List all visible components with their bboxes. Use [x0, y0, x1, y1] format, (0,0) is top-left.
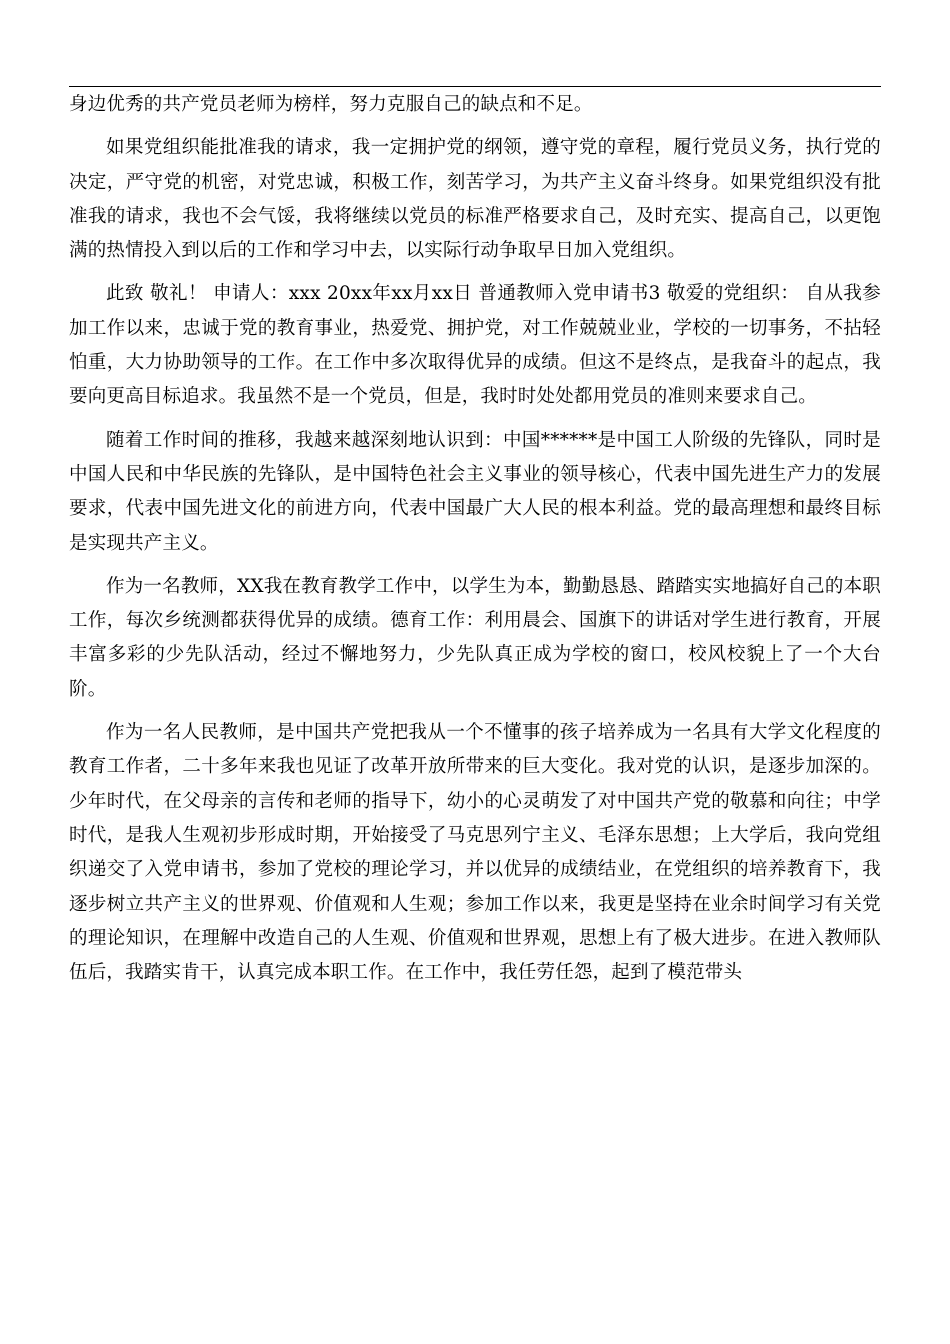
paragraph-3: 此致 敬礼！ 申请人：xxx 20xx年xx月xx日 普通教师入党申请书3 敬爱的党组织： 自从我参加工作以来，忠诚于党的教育事业，热爱党、拥护党，对工作兢兢业业，学校的一切事务，不拈轻怕重，大力协助领导的工作。在工作中多次取得优异的成绩。但这不是终点，是我奋斗的起点，我要向更高目标追求。我虽然不是一个党员，但是，我时时处处都用党员的准则来要求自己。 — [69, 283, 881, 408]
paragraph-6: 作为一名人民教师，是中国共产党把我从一个不懂事的孩子培养成为一名具有大学文化程度的教育工作者，二十多年来我也见证了改革开放所带来的巨大变化。我对党的认识，是逐步加深的。少年时代，在父母亲的言传和老师的指导下，幼小的心灵萌发了对中国共产党的敬慕和向往；中学时代，是我人生观初步形成时期，开始接受了马克思列宁主义、毛泽东思想；上大学后，我向党组织递交了入党申请书，参加了党校的理论学习，并以优异的成绩结业，在党组织的培养教育下，我逐步树立共产主义的世界观、价值观和人生观；参加工作以来，我更是坚持在业余时间学习有关党的理论知识，在理解中改造自己的人生观、价值观和世界观，思想上有了极大进步。在进入教师队伍后，我踏实肯干，认真完成本职工作。在工作中，我任劳任怨，起到了模范带头 — [69, 722, 881, 984]
paragraph-5: 作为一名教师，XX我在教育教学工作中，以学生为本，勤勤恳恳、踏踏实实地搞好自己的本职工作，每次乡统测都获得优异的成绩。德育工作：利用晨会、国旗下的讲话对学生进行教育，开展丰富多彩的少先队活动，经过不懈地努力，少先队真正成为学校的窗口，校风校貌上了一个大台阶。 — [69, 575, 881, 700]
header-rule — [69, 86, 881, 87]
paragraph-4: 随着工作时间的推移，我越来越深刻地认识到：中国******是中国工人阶级的先锋队，同时是中国人民和中华民族的先锋队，是中国特色社会主义事业的领导核心，代表中国先进生产力的发展要求，代表中国先进文化的前进方向，代表中国最广大人民的根本利益。党的最高理想和最终目标是实现共产主义。 — [69, 429, 881, 554]
paragraph-2: 如果党组织能批准我的请求，我一定拥护党的纲领，遵守党的章程，履行党员义务，执行党的决定，严守党的机密，对党忠诚，积极工作，刻苦学习，为共产主义奋斗终身。如果党组织没有批准我的请求，我也不会气馁，我将继续以党员的标准严格要求自己，及时充实、提高自己，以更饱满的热情投入到以后的工作和学习中去，以实际行动争取早日加入党组织。 — [69, 137, 881, 262]
paragraph-1: 身边优秀的共产党员老师为榜样，努力克服自己的缺点和不足。 — [69, 94, 593, 115]
document-body — [69, 88, 881, 990]
